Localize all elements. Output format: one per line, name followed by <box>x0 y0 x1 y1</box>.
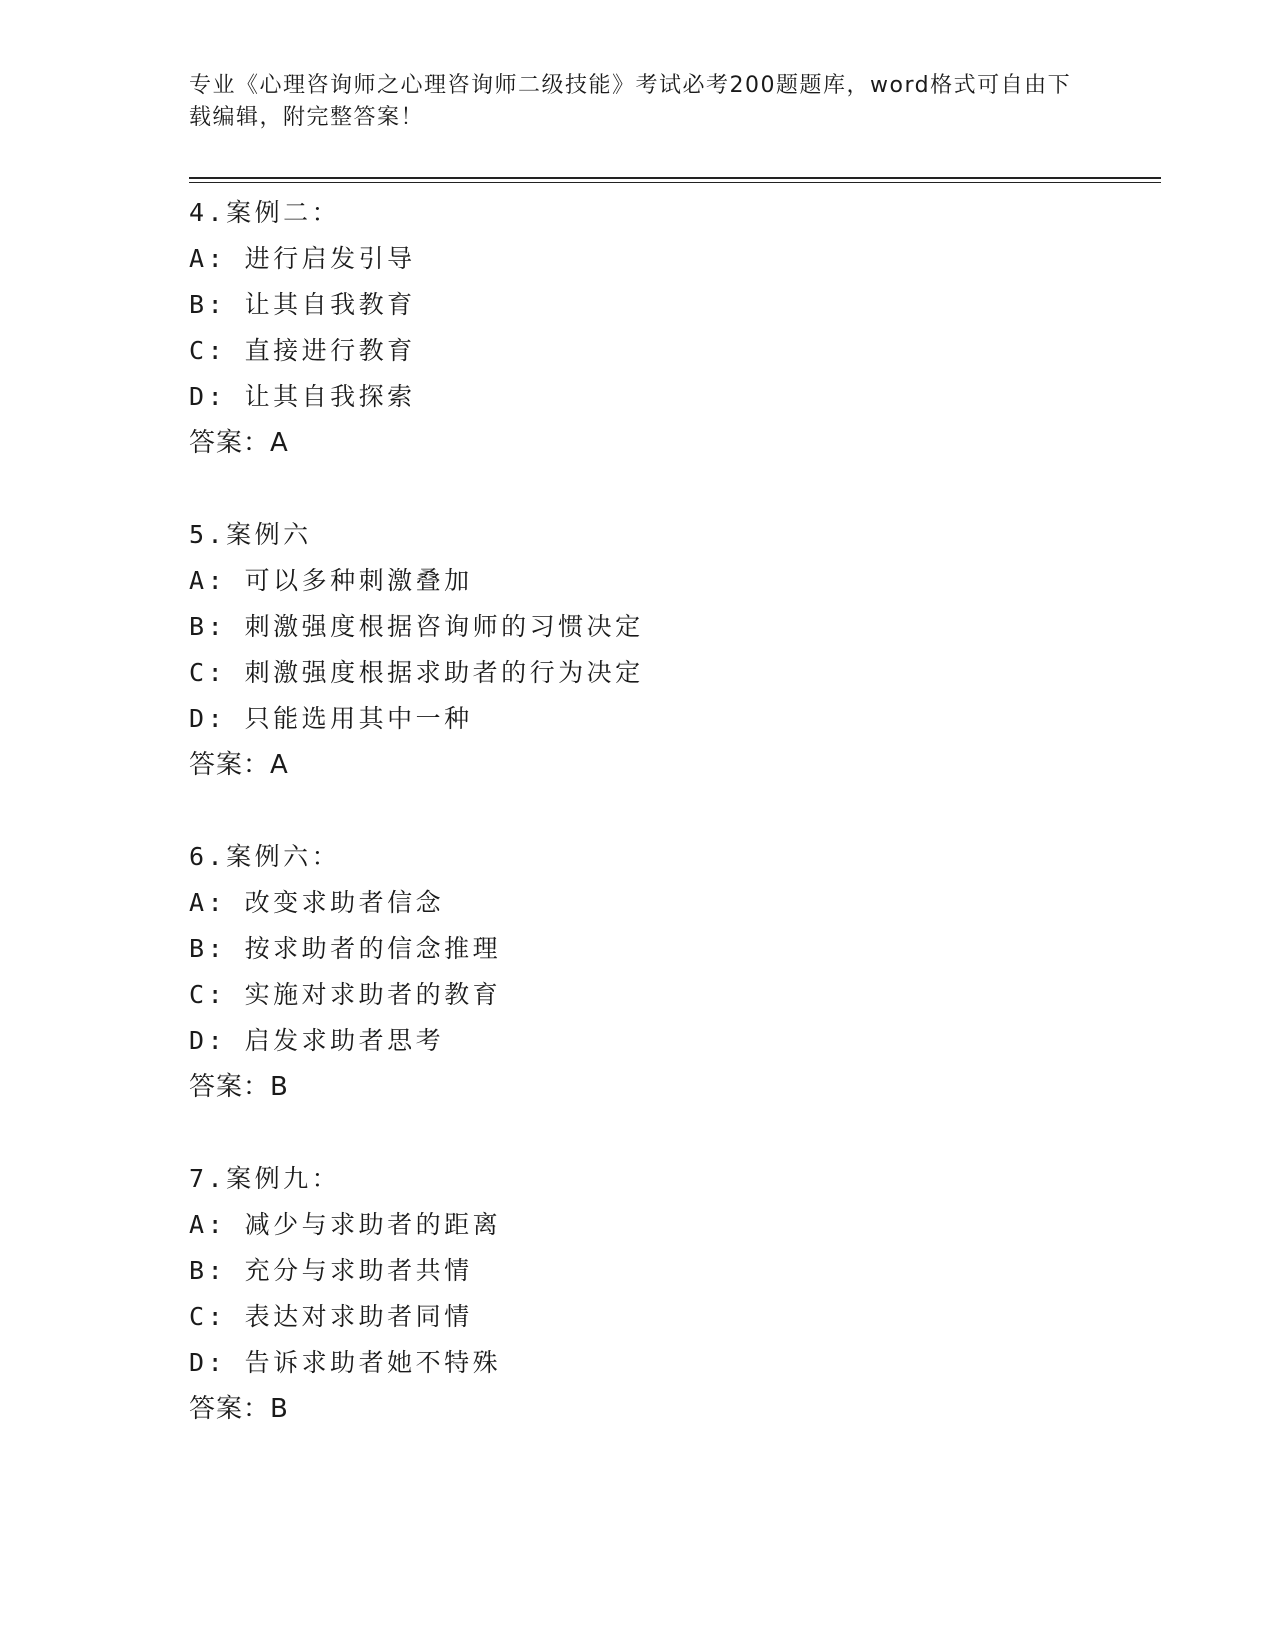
answer-line: 答案：A <box>189 428 289 458</box>
header-divider <box>189 177 1161 183</box>
option-text: 让其自我探索 <box>244 382 416 411</box>
answer-line: 答案：B <box>189 1072 289 1102</box>
option-c: C: 实施对求助者的教育 <box>189 980 502 1009</box>
option-d: D: 启发求助者思考 <box>189 1026 445 1055</box>
option-label: B <box>189 934 208 963</box>
option-text: 告诉求助者她不特殊 <box>244 1348 502 1377</box>
option-label: D <box>189 382 208 411</box>
option-label: B <box>189 290 208 319</box>
option-label: A <box>189 1210 208 1239</box>
question-title: 5.案例六 <box>189 520 312 549</box>
option-a: A: 可以多种刺激叠加 <box>189 566 473 595</box>
question-list <box>189 190 1139 1478</box>
answer-line: 答案：A <box>189 750 289 780</box>
option-label: B <box>189 612 208 641</box>
question-7 <box>189 1156 1139 1432</box>
option-a: A: 减少与求助者的距离 <box>189 1210 502 1239</box>
option-text: 直接进行教育 <box>244 336 416 365</box>
option-text: 可以多种刺激叠加 <box>244 566 473 595</box>
option-text: 表达对求助者同情 <box>244 1302 473 1331</box>
option-a: A: 改变求助者信念 <box>189 888 445 917</box>
option-label: D <box>189 1348 208 1377</box>
header-text: 专业《心理咨询师之心理咨询师二级技能》考试必考200题题库，word格式可自由下载编辑，附完整答案！ <box>189 73 1072 130</box>
option-label: D <box>189 704 208 733</box>
option-text: 只能选用其中一种 <box>244 704 473 733</box>
question-title: 7.案例九： <box>189 1164 341 1193</box>
option-label: C <box>189 336 208 365</box>
option-b: B: 让其自我教育 <box>189 290 416 319</box>
option-d: D: 告诉求助者她不特殊 <box>189 1348 502 1377</box>
option-d: D: 只能选用其中一种 <box>189 704 473 733</box>
option-c: C: 直接进行教育 <box>189 336 416 365</box>
question-5 <box>189 512 1139 788</box>
answer-line: 答案：B <box>189 1394 289 1424</box>
option-c: C: 表达对求助者同情 <box>189 1302 473 1331</box>
option-text: 启发求助者思考 <box>244 1026 445 1055</box>
option-text: 按求助者的信念推理 <box>244 934 502 963</box>
option-b: B: 充分与求助者共情 <box>189 1256 473 1285</box>
option-b: B: 按求助者的信念推理 <box>189 934 502 963</box>
question-6 <box>189 834 1139 1110</box>
option-text: 减少与求助者的距离 <box>244 1210 502 1239</box>
option-label: D <box>189 1026 208 1055</box>
question-title: 4.案例二： <box>189 198 341 227</box>
option-text: 让其自我教育 <box>244 290 416 319</box>
option-text: 刺激强度根据咨询师的习惯决定 <box>244 612 644 641</box>
option-label: C <box>189 658 208 687</box>
option-text: 刺激强度根据求助者的行为决定 <box>244 658 644 687</box>
question-4 <box>189 190 1139 466</box>
option-label: A <box>189 888 208 917</box>
option-text: 实施对求助者的教育 <box>244 980 502 1009</box>
question-title: 6.案例六： <box>189 842 341 871</box>
option-d: D: 让其自我探索 <box>189 382 416 411</box>
option-a: A: 进行启发引导 <box>189 244 416 273</box>
option-c: C: 刺激强度根据求助者的行为决定 <box>189 658 644 687</box>
option-text: 进行启发引导 <box>244 244 416 273</box>
option-text: 改变求助者信念 <box>244 888 445 917</box>
option-b: B: 刺激强度根据咨询师的习惯决定 <box>189 612 644 641</box>
option-label: A <box>189 244 208 273</box>
option-text: 充分与求助者共情 <box>244 1256 473 1285</box>
option-label: C <box>189 980 208 1009</box>
option-label: C <box>189 1302 208 1331</box>
option-label: B <box>189 1256 208 1285</box>
option-label: A <box>189 566 208 595</box>
